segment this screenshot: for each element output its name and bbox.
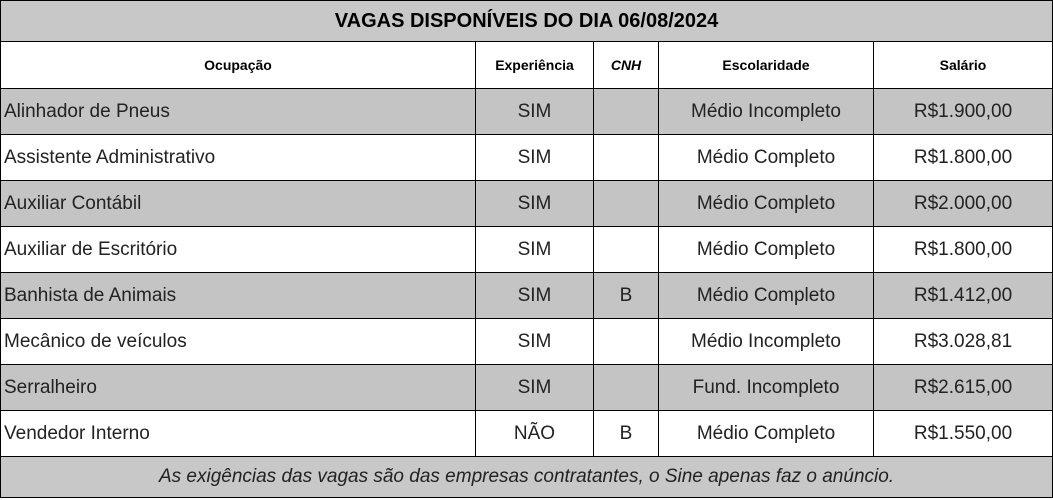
- cell-experiencia: SIM: [476, 181, 594, 227]
- cell-ocupacao: Assistente Administrativo: [1, 135, 476, 181]
- cell-escolaridade: Fund. Incompleto: [659, 365, 874, 411]
- cell-escolaridade: Médio Completo: [659, 227, 874, 273]
- cell-cnh: [594, 227, 659, 273]
- cell-escolaridade: Médio Incompleto: [659, 319, 874, 365]
- cell-ocupacao: Alinhador de Pneus: [1, 89, 476, 135]
- header-row: [1, 42, 1053, 89]
- table-row: [1, 411, 1053, 457]
- footer-row: [1, 457, 1053, 498]
- cell-experiencia: SIM: [476, 135, 594, 181]
- cell-cnh: [594, 135, 659, 181]
- cell-experiencia: SIM: [476, 273, 594, 319]
- cell-salario: R$2.000,00: [874, 181, 1053, 227]
- header-salario: Salário: [874, 42, 1053, 89]
- cell-escolaridade: Médio Completo: [659, 411, 874, 457]
- cell-cnh: [594, 365, 659, 411]
- cell-experiencia: SIM: [476, 319, 594, 365]
- cell-cnh: B: [594, 273, 659, 319]
- cell-cnh: [594, 181, 659, 227]
- table-row: [1, 227, 1053, 273]
- cell-cnh: B: [594, 411, 659, 457]
- header-experiencia: Experiência: [476, 42, 594, 89]
- table-row: [1, 273, 1053, 319]
- cell-cnh: [594, 319, 659, 365]
- cell-escolaridade: Médio Incompleto: [659, 89, 874, 135]
- cell-salario: R$1.550,00: [874, 411, 1053, 457]
- cell-experiencia: SIM: [476, 227, 594, 273]
- cell-ocupacao: Serralheiro: [1, 365, 476, 411]
- header-ocupacao: Ocupação: [1, 42, 476, 89]
- header-escolaridade: Escolaridade: [659, 42, 874, 89]
- cell-salario: R$1.800,00: [874, 135, 1053, 181]
- cell-salario: R$1.800,00: [874, 227, 1053, 273]
- cell-experiencia: NÃO: [476, 411, 594, 457]
- cell-salario: R$1.900,00: [874, 89, 1053, 135]
- cell-ocupacao: Auxiliar de Escritório: [1, 227, 476, 273]
- cell-ocupacao: Banhista de Animais: [1, 273, 476, 319]
- cell-salario: R$3.028,81: [874, 319, 1053, 365]
- cell-ocupacao: Mecânico de veículos: [1, 319, 476, 365]
- cell-experiencia: SIM: [476, 365, 594, 411]
- cell-escolaridade: Médio Completo: [659, 135, 874, 181]
- cell-ocupacao: Auxiliar Contábil: [1, 181, 476, 227]
- cell-cnh: [594, 89, 659, 135]
- table-row: [1, 319, 1053, 365]
- title-row: [1, 1, 1053, 42]
- footer-note: As exigências das vagas são das empresas contratantes, o Sine apenas faz o anúncio.: [1, 457, 1053, 498]
- table-row: [1, 89, 1053, 135]
- cell-ocupacao: Vendedor Interno: [1, 411, 476, 457]
- cell-salario: R$2.615,00: [874, 365, 1053, 411]
- cell-salario: R$1.412,00: [874, 273, 1053, 319]
- cell-experiencia: SIM: [476, 89, 594, 135]
- table-row: [1, 365, 1053, 411]
- page-title: VAGAS DISPONÍVEIS DO DIA 06/08/2024: [1, 1, 1053, 42]
- header-cnh: CNH: [594, 42, 659, 89]
- table-row: [1, 135, 1053, 181]
- cell-escolaridade: Médio Completo: [659, 181, 874, 227]
- cell-escolaridade: Médio Completo: [659, 273, 874, 319]
- table-row: [1, 181, 1053, 227]
